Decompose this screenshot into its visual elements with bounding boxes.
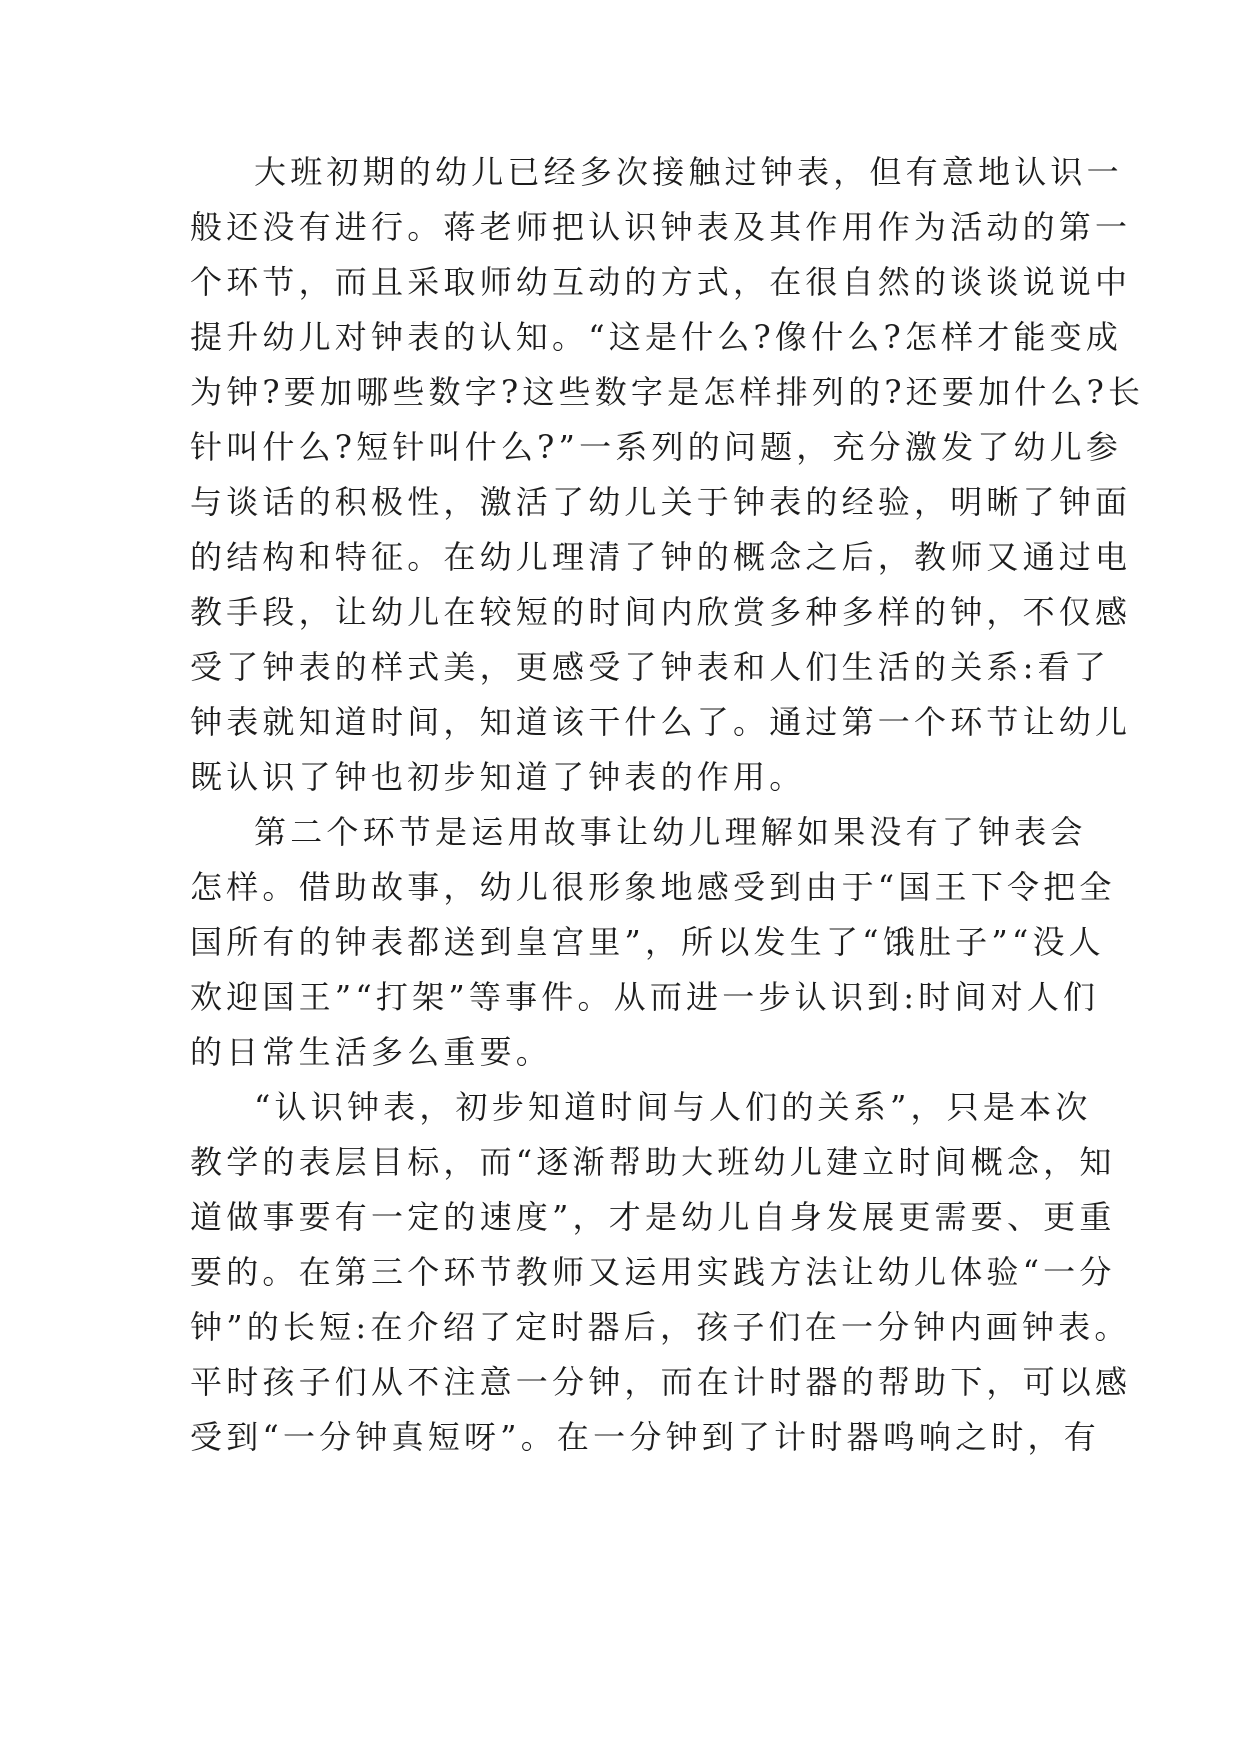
paragraph-3-line-5: 钟”的长短:在介绍了定时器后，孩子们在一分钟内画钟表。 [190, 1308, 1131, 1346]
paragraph-1-line-9: 教手段，让幼儿在较短的时间内欣赏多种多样的钟，不仅感 [190, 593, 1132, 631]
paragraph-3-line-1: “认识钟表，初步知道时间与人们的关系”，只是本次 [254, 1088, 1092, 1126]
paragraph-3-line-7: 受到“一分钟真短呀”。在一分钟到了计时器鸣响之时，有 [190, 1418, 1100, 1456]
paragraph-1-line-3: 个环节，而且采取师幼互动的方式，在很自然的谈谈说说中 [190, 263, 1132, 301]
paragraph-2-line-1: 第二个环节是运用故事让幼儿理解如果没有了钟表会 [254, 813, 1087, 851]
paragraph-1-line-5: 为钟?要加哪些数字?这些数字是怎样排列的?还要加什么?长 [190, 373, 1145, 411]
paragraph-3-line-4: 要的。在第三个环节教师又运用实践方法让幼儿体验“一分 [190, 1253, 1116, 1291]
paragraph-1-line-12: 既认识了钟也初步知道了钟表的作用。 [190, 758, 806, 796]
paragraph-1-line-11: 钟表就知道时间，知道该干什么了。通过第一个环节让幼儿 [190, 703, 1132, 741]
paragraph-3-line-2: 教学的表层目标，而“逐渐帮助大班幼儿建立时间概念，知 [190, 1143, 1116, 1181]
paragraph-2-line-4: 欢迎国王”“打架”等事件。从而进一步认识到:时间对人们 [190, 978, 1100, 1016]
paragraph-2-line-2: 怎样。借助故事，幼儿很形象地感受到由于“国王下令把全 [190, 868, 1116, 906]
paragraph-1-line-1: 大班初期的幼儿已经多次接触过钟表，但有意地认识一 [254, 153, 1123, 191]
paragraph-1-line-7: 与谈话的积极性，激活了幼儿关于钟表的经验，明晰了钟面 [190, 483, 1132, 521]
paragraph-1-line-4: 提升幼儿对钟表的认知。“这是什么?像什么?怎样才能变成 [190, 318, 1123, 356]
paragraph-1-line-2: 般还没有进行。蒋老师把认识钟表及其作用作为活动的第一 [190, 208, 1132, 246]
paragraph-3-line-3: 道做事要有一定的速度”，才是幼儿自身发展更需要、更重 [190, 1198, 1116, 1236]
paragraph-3-line-6: 平时孩子们从不注意一分钟，而在计时器的帮助下，可以感 [190, 1363, 1132, 1401]
paragraph-2-line-5: 的日常生活多么重要。 [190, 1033, 553, 1071]
paragraph-1-line-10: 受了钟表的样式美，更感受了钟表和人们生活的关系:看了 [190, 648, 1110, 686]
paragraph-1-line-8: 的结构和特征。在幼儿理清了钟的概念之后，教师又通过电 [190, 538, 1132, 576]
paragraph-1-line-6: 针叫什么?短针叫什么?”一系列的问题，充分激发了幼儿参 [190, 428, 1123, 466]
paragraph-2-line-3: 国所有的钟表都送到皇宫里”，所以发生了“饿肚子”“没人 [190, 923, 1105, 961]
